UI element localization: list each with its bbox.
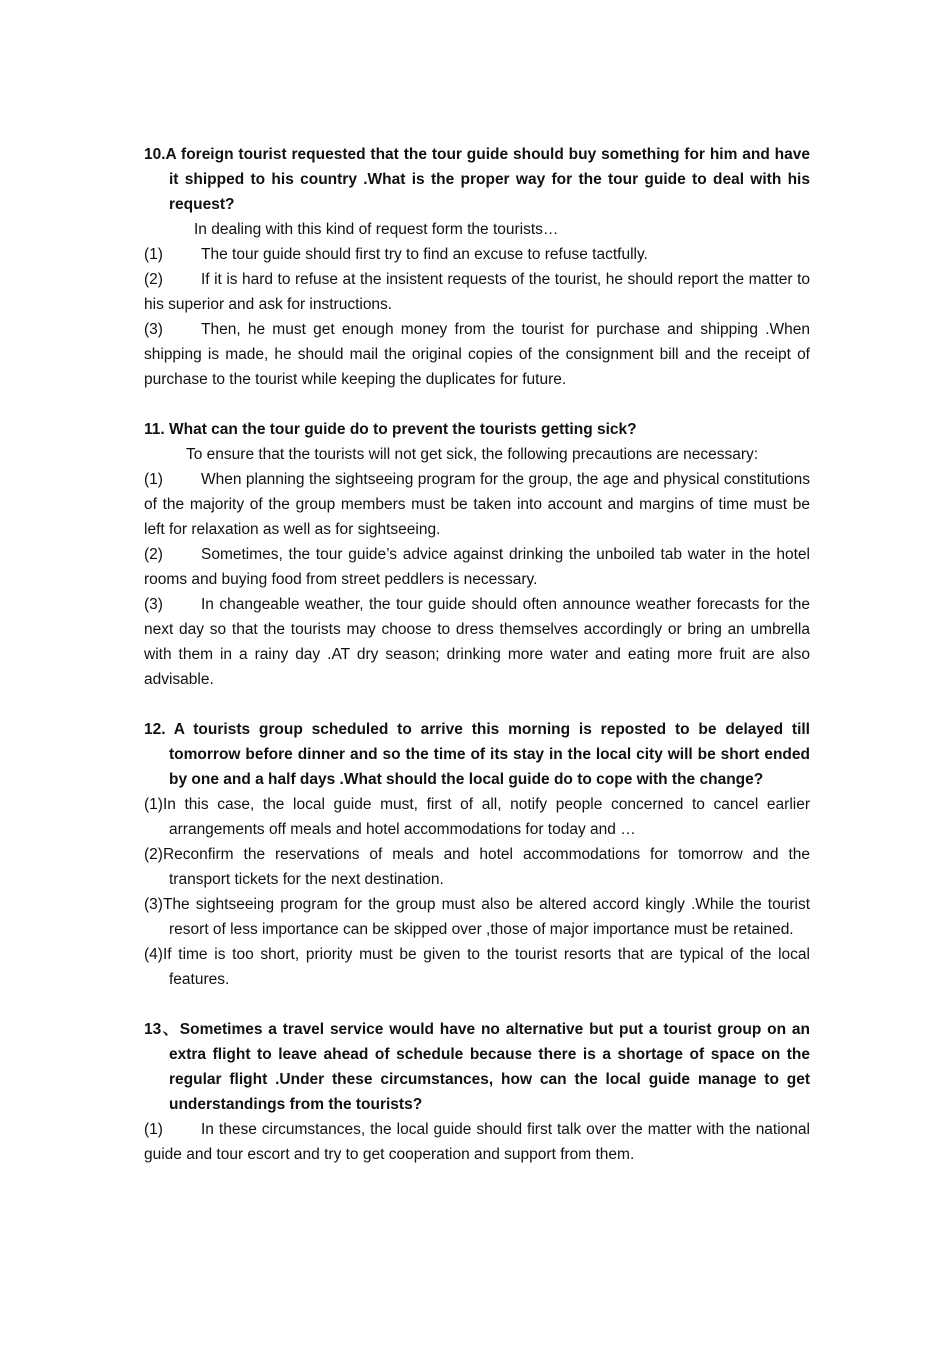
- intro-paragraph: To ensure that the tourists will not get sick, the following precautions are necessary:: [186, 446, 759, 463]
- intro-paragraph: In dealing with this kind of request form the tourists…: [194, 221, 559, 238]
- list-item: [144, 317, 810, 392]
- list-item: (1)In this case, the local guide must, first of all, notify people concerned to cancel earlier arrangements off meals and hotel accommodations for today and …: [144, 796, 810, 838]
- list-item: [144, 267, 810, 317]
- section-q10: [144, 142, 810, 392]
- item-text: Sometimes, the tour guide’s advice against drinking the unboiled tab water in the hotel rooms and buying food from street peddlers is necessary.: [144, 546, 810, 588]
- item-text: When planning the sightseeing program for the group, the age and physical constitutions of the majority of the group members must be taken into account and margins of time must be left for relaxation as well as for sightseeing.: [144, 471, 810, 538]
- list-item: (3)The sightseeing program for the group must also be altered accord kingly .While the tourist resort of less importance can be skipped over ,those of major importance must be retained.: [144, 896, 810, 938]
- item-text: Then, he must get enough money from the tourist for purchase and shipping .When shipping is made, he should mail the original copies of the consignment bill and the receipt of purchase to the tourist while keeping the duplicates for future.: [144, 321, 810, 388]
- section-q11: [144, 417, 810, 692]
- item-number: (1): [144, 246, 163, 263]
- list-item: [144, 542, 810, 592]
- list-item: [144, 1117, 810, 1167]
- item-number: (1): [144, 1121, 163, 1138]
- list-item: (2)Reconfirm the reservations of meals and hotel accommodations for tomorrow and the transport tickets for the next destination.: [144, 846, 810, 888]
- item-number: (2): [144, 546, 163, 563]
- item-text: In changeable weather, the tour guide should often announce weather forecasts for the next day so that the tourists may choose to dress themselves accordingly or bring an umbrella with them in a rainy day .AT dry season; drinking more water and eating more fruit are also advisable.: [144, 596, 810, 688]
- list-item: [144, 467, 810, 542]
- list-item: (4)If time is too short, priority must be given to the tourist resorts that are typical of the local features.: [144, 946, 810, 988]
- item-number: (2): [144, 271, 163, 288]
- item-text: If it is hard to refuse at the insistent requests of the tourist, he should report the matter to his superior and ask for instructions.: [144, 271, 810, 313]
- item-text: The tour guide should first try to find an excuse to refuse tactfully.: [201, 246, 648, 263]
- question-heading: 13、Sometimes a travel service would have no alternative but put a tourist group on an extra flight to leave ahead of schedule because there is a shortage of space on the regular flight .Under these circumstances, how can the local guide manage to get understandings from the tourists?: [144, 1021, 810, 1113]
- item-number: (3): [144, 596, 163, 613]
- question-heading: 11. What can the tour guide do to prevent the tourists getting sick?: [144, 421, 637, 438]
- question-heading: 12. A tourists group scheduled to arrive this morning is reposted to be delayed till tomorrow before dinner and so the time of its stay in the local city will be short ended by one and a half days .What should the local guide do to cope with the change?: [144, 721, 810, 788]
- document-page: [144, 142, 810, 1192]
- list-item: [144, 592, 810, 692]
- section-q13: [144, 1017, 810, 1167]
- list-item: [144, 242, 810, 267]
- question-heading: 10.A foreign tourist requested that the tour guide should buy something for him and have it shipped to his country .What is the proper way for the tour guide to deal with his request?: [144, 146, 810, 213]
- item-number: (3): [144, 321, 163, 338]
- section-q12: [144, 717, 810, 992]
- item-number: (1): [144, 471, 163, 488]
- item-text: In these circumstances, the local guide should first talk over the matter with the national guide and tour escort and try to get cooperation and support from them.: [144, 1121, 810, 1163]
